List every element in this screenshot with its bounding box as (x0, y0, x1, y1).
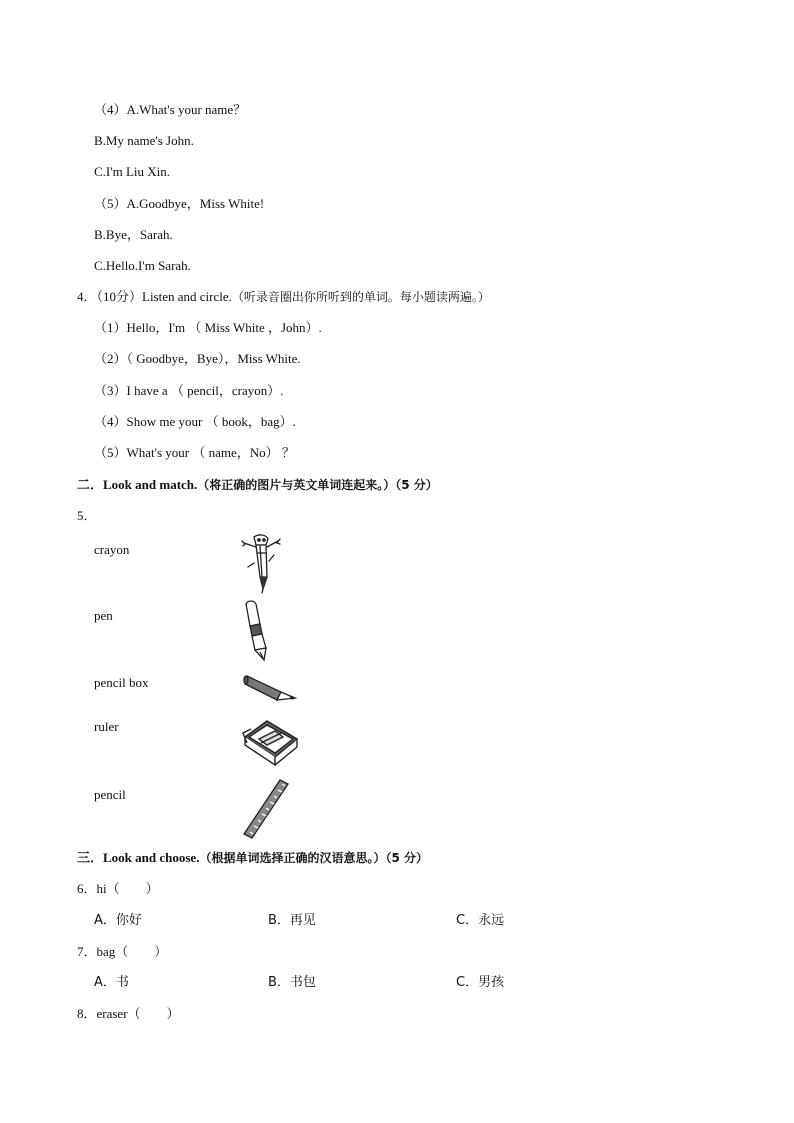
q4-stem-en: 4．（10分）Listen and circle. (77, 289, 232, 304)
q4-item-1: （1）Hello，I'm （ Miss White ，John）. (94, 320, 322, 335)
q4-item-4: （4）Show me your （ book，bag）. (94, 414, 296, 429)
crayon-icon (243, 668, 299, 706)
q5-number: 5． (77, 508, 97, 523)
q5-word-pencil: pencil (94, 787, 126, 802)
q3-item4-a: （4）A.What's your name？ (94, 102, 247, 117)
q4-stem-cn: （听录音圈出你所听到的单词。每小题读两遍。） (231, 290, 490, 304)
pencil-box-icon (241, 717, 301, 767)
q3-item5-c: C.Hello.I'm Sarah. (94, 258, 191, 273)
q3-item5-b: B.Bye，Sarah. (94, 227, 173, 242)
ruler-icon (240, 778, 292, 840)
q5-word-pen: pen (94, 608, 113, 623)
q7-option-a: A．书 (94, 975, 129, 990)
q4-item-5: （5）What's your （ name，No） ？ (94, 445, 295, 460)
q6-option-c: C．永远 (456, 913, 505, 928)
q8-stem: 8．eraser（ ） (77, 1006, 180, 1021)
q7-option-b: B．书包 (268, 975, 316, 990)
q5-word-pencil-box: pencil box (94, 675, 149, 690)
pencil-character-icon (236, 533, 286, 595)
q6-stem: 6．hi（ ） (77, 881, 159, 896)
q3-item5-a: （5）A.Goodbye，Miss White! (94, 196, 265, 211)
q7-stem: 7．bag（ ） (77, 944, 168, 959)
q3-item4-c: C.I'm Liu Xin. (94, 164, 171, 179)
q5-word-crayon: crayon (94, 542, 130, 557)
q4-item-2: （2）（ Goodbye，Bye），Miss White. (94, 351, 301, 366)
section-2-title-cn: （将正确的图片与英文单词连起来。）（5 分） (197, 478, 438, 492)
section-2-title-en: 二．Look and match. (77, 477, 198, 492)
q6-option-a: A．你好 (94, 913, 142, 928)
q3-item4-b: B.My name's John. (94, 133, 194, 148)
section-3-title-en: 三．Look and choose. (77, 850, 200, 865)
section-3-title (77, 850, 428, 866)
section-3-title-cn: （根据单词选择正确的汉语意思。）（5 分） (199, 851, 428, 865)
section-2-title (77, 477, 438, 493)
q6-option-b: B．再见 (268, 913, 316, 928)
fountain-pen-icon (240, 600, 276, 662)
q4-item-3: （3）I have a （ pencil，crayon）. (94, 383, 284, 398)
q7-option-c: C．男孩 (456, 975, 505, 990)
q5-word-ruler: ruler (94, 719, 119, 734)
q4-stem (77, 289, 490, 305)
